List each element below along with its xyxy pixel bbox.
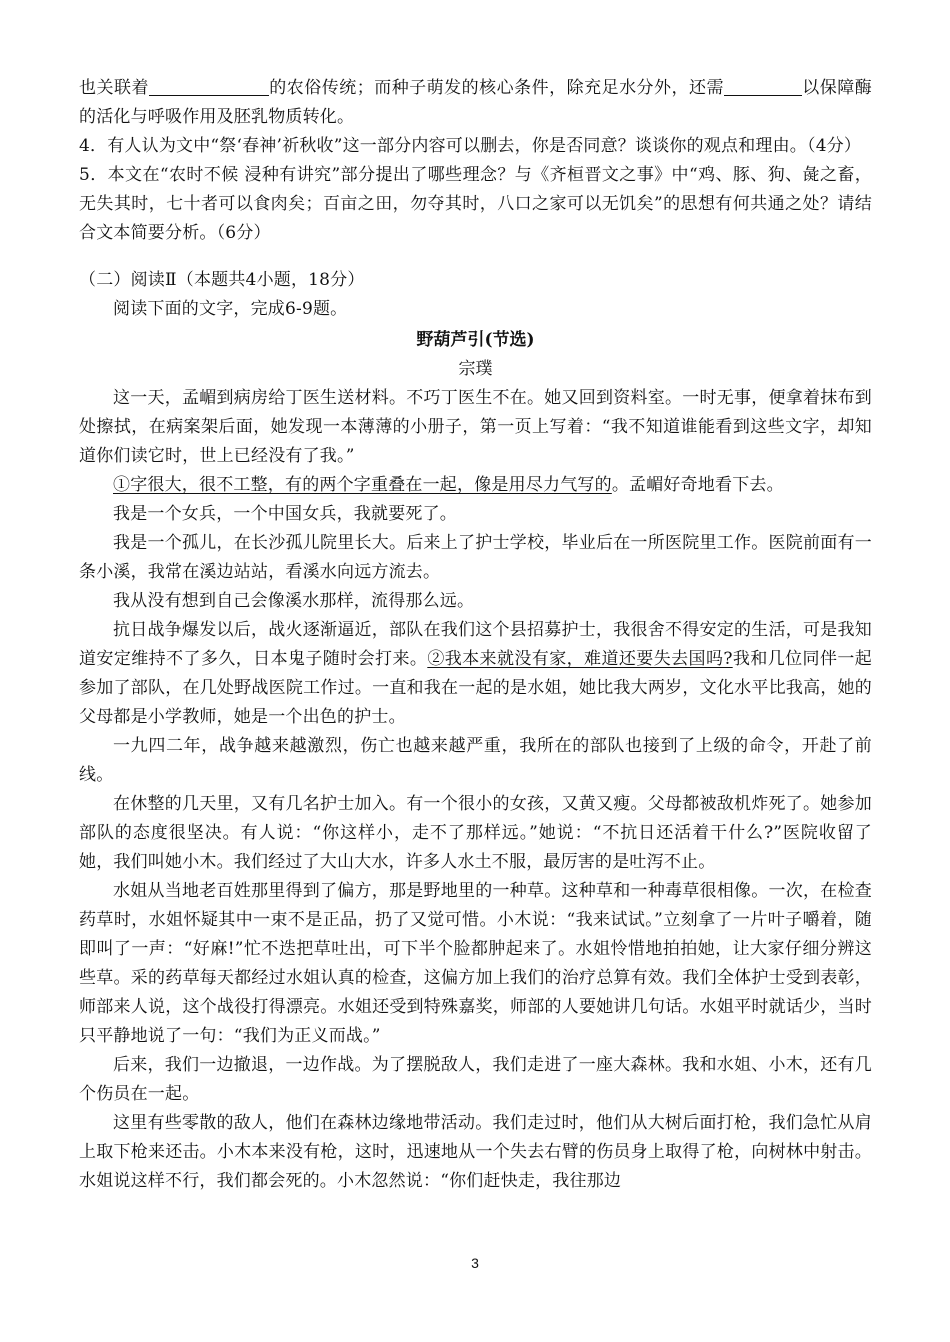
question-4: 4．有人认为文中“祭‘春神’祈秋收”这一部分内容可以删去，你是否同意？谈谈你的观点和理由。（4分）	[79, 136, 862, 156]
article-paragraph: 在休整的几天里，又有几名护士加入。有一个很小的女孩，又黄又瘦。父母都被敌机炸死了。她参加部队的态度很坚决。有人说：“你这样小，走不了那样远。”她说：“不抗日还活着干什么?”医院收留了她，我们叫她小木。我们经过了大山大水，许多人水土不服，最厉害的是吐泻不止。	[79, 794, 872, 872]
article-paragraph: 后来，我们一边撤退，一边作战。为了摆脱敌人，我们走进了一座大森林。我和水姐、小木，还有几个伤员在一起。	[79, 1055, 872, 1104]
document-page	[79, 74, 872, 1196]
question-3-continuation: 也关联着 的农俗传统；而种子萌发的核心条件，除充足水分外，还需 以保障酶的活化与呼吸作用及胚乳物质转化。	[79, 78, 872, 127]
article-paragraph: 我是一个女兵，一个中国女兵，我就要死了。	[113, 504, 457, 524]
answer-blank-1[interactable]	[149, 77, 269, 96]
article-title: 野葫芦引(节选)	[416, 330, 535, 350]
page-number: 3	[471, 1255, 479, 1271]
article-paragraph: 我是一个孤儿，在长沙孤儿院里长大。后来上了护士学校，毕业后在一所医院里工作。医院前面有一条小溪，我常在溪边站站，看溪水向远方流去。	[79, 533, 872, 582]
article-paragraph: 抗日战争爆发以后，战火逐渐逼近，部队在我们这个县招募护士，我很舍不得安定的生活，可是我知道安定维持不了多久，日本鬼子随时会打来。②我本来就没有家，难道还要失去国吗?我和几位同伴一起参加了部队，在几处野战医院工作过。一直和我在一起的是水姐，她比我大两岁，文化水平比我高，她的父母都是小学教师，她是一个出色的护士。	[79, 620, 873, 727]
article-paragraph: 水姐从当地老百姓那里得到了偏方，那是野地里的一种草。这种草和一种毒草很相像。一次，在检查药草时，水姐怀疑其中一束不是正品，扔了又觉可惜。小木说：“我来试试。”立刻拿了一片叶子嚼着，随即叫了一声：“好麻!”忙不迭把草吐出，可下半个脸都肿起来了。水姐怜惜地拍拍她，让大家仔细分辨这些草。采的药草每天都经过水姐认真的检查，这偏方加上我们的治疗总算有效。我们全体护士受到表彰，师部来人说，这个战役打得漂亮。水姐还受到特殊嘉奖，师部的人要她讲几句话。水姐平时就话少，当时只平静地说了一句：“我们为正义而战。”	[79, 881, 872, 1046]
article-author: 宗璞	[458, 359, 493, 379]
section-instruction: 阅读下面的文字，完成6-9题。	[113, 299, 348, 319]
underlined-sentence-2: ②我本来就没有家，难道还要失去国吗?	[427, 649, 733, 669]
underlined-sentence-1: ①字很大，很不工整，有的两个字重叠在一起，像是用尽力气写的	[113, 475, 612, 495]
article-paragraph: 这里有些零散的敌人，他们在森林边缘地带活动。我们走过时，他们从大树后面打枪，我们急忙从肩上取下枪来还击。小木本来没有枪，这时，迅速地从一个失去右臂的伤员身上取得了枪，向树林中射击。水姐说这样不行，我们都会死的。小木忽然说：“你们赶快走，我往那边	[79, 1113, 872, 1191]
answer-blank-2[interactable]	[724, 77, 802, 96]
article-paragraph: 这一天，孟嵋到病房给丁医生送材料。不巧丁医生不在。她又回到资料室。一时无事，便拿着抹布到处擦拭，在病案架后面，她发现一本薄薄的小册子，第一页上写着：“我不知道谁能看到这些文字，却知道你们读它时，世上已经没有了我。”	[79, 388, 872, 466]
section-heading: （二）阅读Ⅱ（本题共4小题，18分）	[79, 270, 365, 290]
article-paragraph: ①字很大，很不工整，有的两个字重叠在一起，像是用尽力气写的。孟嵋好奇地看下去。	[113, 475, 784, 495]
spacer	[79, 248, 872, 266]
article-paragraph: 我从没有想到自己会像溪水那样，流得那么远。	[113, 591, 475, 611]
question-5: 5．本文在“农时不候 浸种有讲究”部分提出了哪些理念？与《齐桓晋文之事》中“鸡、豚、狗、彘之畜，无失其时，七十者可以食肉矣；百亩之田，勿夺其时，八口之家可以无饥矣”的思想有何共通之处？请结合文本简要分析。（6分）	[79, 165, 872, 243]
article-paragraph: 一九四二年，战争越来越激烈，伤亡也越来越严重，我所在的部队也接到了上级的命令，开赴了前线。	[79, 736, 872, 785]
